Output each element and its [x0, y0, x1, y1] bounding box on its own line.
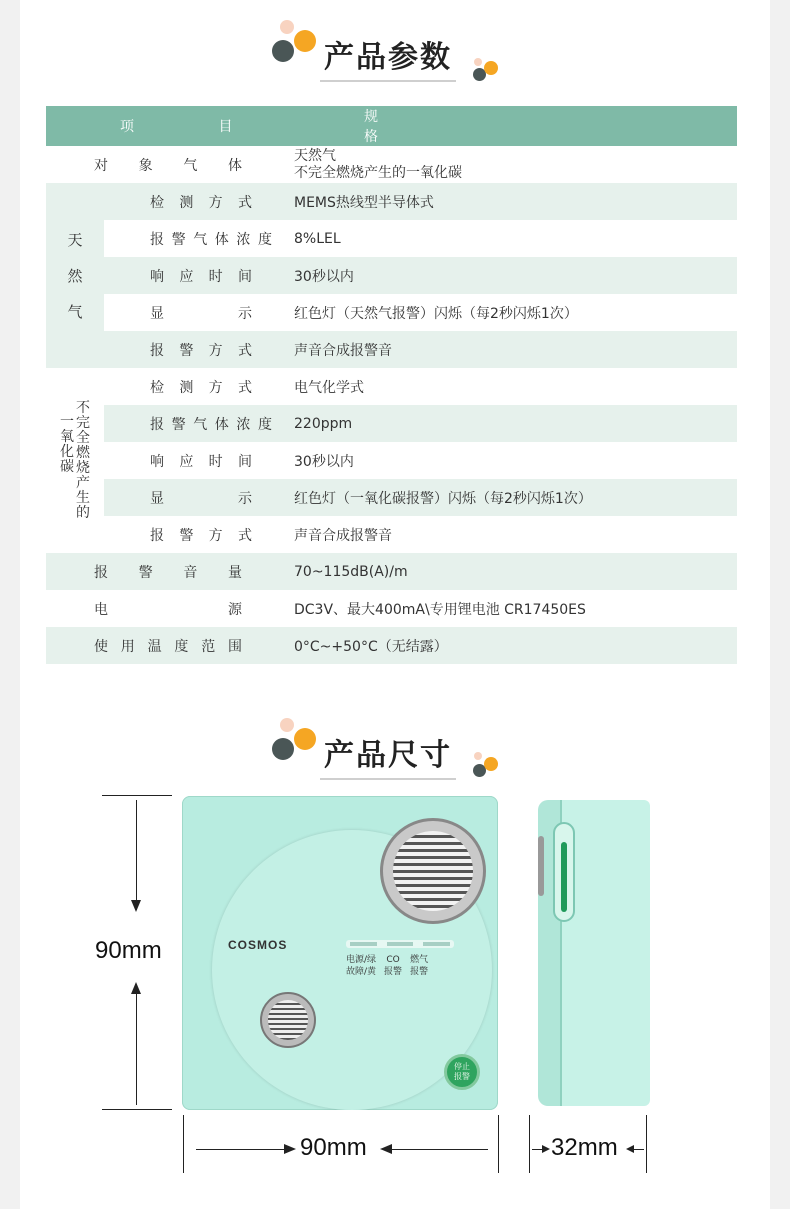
decor-dot: [474, 752, 482, 760]
table-row: [46, 590, 737, 627]
row-name: 报 警 气 体 浓 度: [150, 416, 272, 433]
width-label: 90mm: [300, 1134, 367, 1161]
table-row: [46, 146, 737, 183]
row-name: 显 示: [150, 490, 252, 507]
row-value: DC3V、最大400mA\专用锂电池 CR17450ES: [294, 601, 586, 618]
dim-line: [183, 1115, 184, 1173]
speaker-grille-large: [380, 818, 486, 924]
stop-alarm-label: 停止报警: [454, 1062, 470, 1081]
decor-dot: [294, 30, 316, 52]
table-row: [46, 516, 737, 553]
spec-table: [46, 106, 737, 664]
page: [20, 0, 770, 1209]
dim-line: [529, 1115, 530, 1173]
row-name: 报 警 方 式: [150, 342, 252, 359]
device-side: [538, 800, 650, 1106]
row-value: 30秒以内: [284, 257, 737, 294]
depth-label: 32mm: [551, 1134, 618, 1161]
row-value: MEMS热线型半导体式: [284, 183, 737, 220]
led-label-co: CO 报警: [384, 955, 403, 977]
row-name: 响 应 时 间: [150, 268, 252, 285]
led-labels: [346, 954, 428, 978]
table-row: [46, 442, 737, 479]
arrow-down-icon: [131, 900, 141, 912]
row-name: 报 警 方 式: [150, 527, 252, 544]
decor-dot: [280, 20, 294, 34]
table-row: [46, 405, 737, 442]
size-title: 产品尺寸: [320, 730, 456, 780]
table-row: [46, 294, 737, 331]
row-value: 声音合成报警音: [294, 527, 392, 544]
row-name: 检 测 方 式: [150, 379, 252, 396]
header-item: 项 目: [120, 119, 273, 135]
size-title-group: [270, 716, 510, 786]
dim-line: [136, 800, 137, 910]
row-value: 220ppm: [284, 405, 737, 442]
arrow-left-icon: [380, 1144, 392, 1154]
device-front: [182, 796, 498, 1110]
dim-line: [498, 1115, 499, 1173]
table-header: [46, 106, 737, 146]
row-name: 显 示: [150, 305, 252, 322]
table-row: [46, 331, 737, 368]
led-label-power: 电源/绿 故障/黄: [346, 955, 377, 977]
row-name: 电 源: [94, 601, 242, 618]
row-name: 使 用 温 度 范 围: [94, 638, 242, 655]
table-row: [46, 368, 737, 405]
table-row: [46, 479, 737, 516]
row-value: 天然气: [294, 147, 336, 164]
arrow-right-icon: [284, 1144, 296, 1154]
arrow-right-icon: [542, 1145, 550, 1153]
row-value: 不完全燃烧产生的一氧化碳: [294, 164, 462, 181]
decor-dot: [294, 728, 316, 750]
dim-line: [102, 795, 172, 796]
row-name: 报 警 气 体 浓 度: [150, 231, 272, 248]
group-label-natural-gas: 天 然 气: [67, 230, 83, 321]
dim-line: [102, 1109, 172, 1110]
row-name: 报 警 音 量: [94, 564, 242, 581]
group-label-co: 一 氧 化 碳 不 完 全 燃 烧 产 生 的: [60, 399, 90, 521]
side-led-window: [553, 822, 575, 922]
params-title-group: [270, 18, 510, 88]
decor-dot: [280, 718, 294, 732]
table-row: [46, 553, 737, 590]
height-label: 90mm: [95, 937, 162, 964]
dim-line: [196, 1149, 286, 1150]
arrow-up-icon: [131, 982, 141, 994]
row-name: 对 象 气 体: [94, 157, 242, 174]
row-value: 声音合成报警音: [284, 331, 737, 368]
stop-alarm-button[interactable]: [444, 1054, 480, 1090]
decor-dot: [474, 58, 482, 66]
table-row: [46, 220, 737, 257]
led-strip: [346, 940, 454, 948]
row-value: 30秒以内: [294, 453, 354, 470]
decor-dot: [484, 61, 498, 75]
decor-dot: [272, 738, 294, 760]
dim-line: [136, 990, 137, 1105]
header-spec: 规 格: [364, 109, 528, 145]
dim-line: [392, 1149, 488, 1150]
row-value: 70~115dB(A)/m: [284, 553, 737, 590]
speaker-grille-small: [260, 992, 316, 1048]
decor-dot: [272, 40, 294, 62]
row-value: 电气化学式: [294, 379, 364, 396]
table-row: [46, 257, 737, 294]
row-name: 检 测 方 式: [150, 194, 252, 211]
params-title: 产品参数: [320, 32, 456, 82]
brand-label: COSMOS: [228, 938, 288, 952]
row-value: 红色灯（一氧化碳报警）闪烁（每2秒闪烁1次）: [284, 479, 737, 516]
row-value: 红色灯（天然气报警）闪烁（每2秒闪烁1次）: [294, 305, 578, 322]
arrow-left-icon: [630, 1149, 644, 1150]
row-value: 0°C~+50°C（无结露）: [284, 627, 737, 664]
table-row: [46, 183, 737, 220]
row-value: 8%LEL: [294, 230, 341, 247]
led-label-gas: 燃气 报警: [410, 955, 429, 977]
dim-line: [646, 1115, 647, 1173]
decor-dot: [484, 757, 498, 771]
table-row: [46, 627, 737, 664]
row-name: 响 应 时 间: [150, 453, 252, 470]
